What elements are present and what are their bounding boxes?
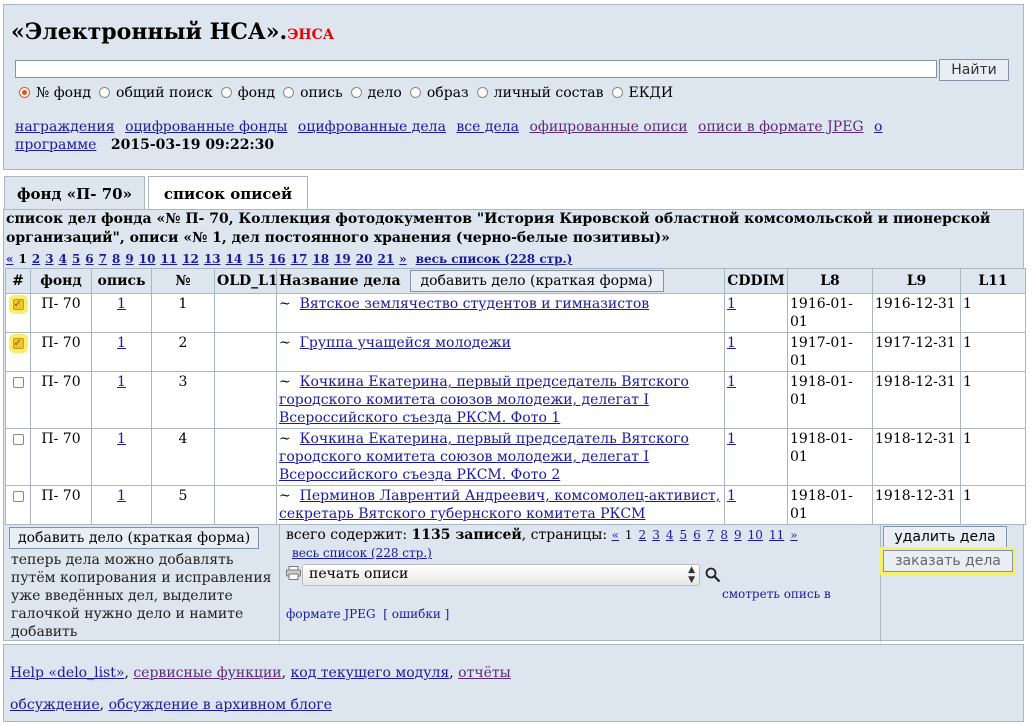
radio-circle[interactable] [351,87,362,98]
opis-link[interactable]: 1 [117,296,126,312]
col-l9: L9 [873,269,961,294]
old-cell [215,486,277,525]
search-mode-radio[interactable] [351,85,402,101]
case-name-cell [277,486,725,525]
radio-label: ЕКДИ [628,85,674,101]
search-mode-radio[interactable] [477,85,604,101]
radio-circle[interactable] [283,87,294,98]
tab-inventory-list[interactable]: список описей [148,176,308,211]
pager-prev[interactable]: « [6,252,14,266]
fond-cell: П- 70 [31,294,92,333]
old-cell [215,333,277,372]
pager-page[interactable]: 6 [85,252,94,266]
pager-page: 1 [624,528,633,542]
tab-fond[interactable]: фонд «П- 70» [4,176,145,210]
search-mode-radio[interactable] [19,85,91,101]
l9-cell: 1918-12-31 [873,486,961,525]
pager-next[interactable]: » [399,252,407,266]
select-arrows-icon: ▲ ▼ [688,565,695,585]
sep: , [124,665,134,681]
footer-row-2 [10,697,332,713]
cddim-link[interactable]: 1 [727,296,736,312]
view-jpeg-line2 [286,600,449,628]
pager-page[interactable]: 19 [334,252,351,266]
pager-page[interactable]: 3 [45,252,54,266]
link-about[interactable]: о программе [15,119,883,153]
row-checkbox[interactable] [13,434,24,445]
all-list-bottom-link[interactable]: весь список (228 стр.) [292,546,432,560]
cddim-cell [725,486,788,525]
pager-page[interactable]: 2 [31,252,41,266]
edit-tilde-icon[interactable]: ~ [279,431,291,447]
select-cell [6,486,31,525]
footer-panel [3,644,1024,722]
total-suffix: , страницы: [521,527,608,543]
table-header-row [6,269,1026,294]
pager-page[interactable]: 5 [71,252,81,266]
case-name-cell [277,294,725,333]
l9-cell: 1918-12-31 [873,429,961,486]
col-old: OLD_L1 [215,269,277,294]
l9-cell: 1916-12-31 [873,294,961,333]
radio-label: фонд [237,85,276,101]
opis-cell [92,486,152,525]
delete-cases-button[interactable]: удалить дела [883,526,1007,548]
fond-cell: П- 70 [31,372,92,429]
edit-tilde-icon[interactable]: ~ [279,488,291,504]
link-inventories-jpeg[interactable]: описи в формате JPEG [698,119,864,135]
select-cell [6,294,31,333]
jpeg-format-link[interactable]: формате JPEG [286,607,376,621]
nav-links [15,118,945,154]
l11-cell: 1 [961,429,1026,486]
pager-page[interactable]: 18 [312,252,330,266]
pager-page[interactable]: 21 [377,252,395,266]
cddim-link[interactable]: 1 [727,335,736,351]
sep: , [449,665,459,681]
pager-page[interactable]: 16 [268,252,286,266]
bottom-left [6,524,278,642]
pager-page[interactable]: 17 [290,252,308,266]
pager-page[interactable]: 15 [247,252,264,266]
main-panel [3,209,1024,641]
pager-page[interactable]: 7 [98,252,108,266]
radio-circle[interactable] [19,87,30,98]
pager-page[interactable]: 14 [225,252,243,266]
sep: , [99,697,109,713]
title-suffix: ЭНСА [287,27,335,43]
search-mode-radio[interactable] [99,85,213,101]
l11-cell: 1 [961,333,1026,372]
view-inventory-jpeg-link[interactable]: смотреть опись в [722,587,831,601]
pager-prev[interactable]: « [611,528,619,542]
pager-page[interactable]: 9 [734,528,742,542]
fond-cell: П- 70 [31,429,92,486]
search-mode-radio[interactable] [410,85,469,101]
case-number: 4 [152,429,215,486]
case-number: 1 [152,294,215,333]
cddim-cell [725,294,788,333]
link-all-cases[interactable]: все дела [456,119,519,135]
search-mode-radio[interactable] [283,85,343,101]
cddim-link[interactable]: 1 [727,488,736,504]
print-select-value: печать описи [309,566,409,582]
table-row [6,372,1026,429]
case-number: 5 [152,486,215,525]
opis-cell [92,429,152,486]
pager-page[interactable]: 7 [706,528,715,542]
row-checkbox[interactable] [13,491,24,502]
l11-cell: 1 [961,486,1026,525]
bottom-right [880,524,1025,642]
radio-circle[interactable] [410,87,421,98]
opis-link[interactable]: 1 [117,374,126,390]
help-link[interactable]: Help «delo_list» [10,665,125,681]
table-row [6,429,1026,486]
col-name-label: Название дела [279,273,401,289]
case-name-cell [277,429,725,486]
search-input[interactable] [15,60,937,78]
col-l8: L8 [788,269,873,294]
datetime: 2015-03-19 09:22:30 [110,137,275,153]
radio-circle[interactable] [99,87,110,98]
row-checkbox[interactable] [13,338,24,349]
old-cell [215,429,277,486]
case-name-cell [277,372,725,429]
pager-page[interactable]: 8 [112,252,121,266]
col-fond: фонд [31,269,92,294]
radio-label: № фонд [36,85,92,101]
case-name-link[interactable]: Перминов Лаврентий Андреевич, комсомолец-активист, секретарь Вятского губернского комитета РКСМ [279,488,721,522]
footer-row-1 [10,665,511,681]
add-hint-text: теперь дела можно добавлять путём копирования и исправления уже введённых дел, выделите галочкой нужно дело и намите добавить [11,552,272,640]
radio-circle[interactable] [612,87,623,98]
old-cell [215,372,277,429]
table-row [6,486,1026,525]
row-checkbox[interactable] [13,377,24,388]
l9-cell: 1917-12-31 [873,333,961,372]
edit-tilde-icon[interactable]: ~ [279,296,291,312]
cddim-link[interactable]: 1 [727,431,736,447]
pager-page: 1 [18,252,27,266]
pager-page[interactable]: 20 [355,252,373,266]
select-cell [6,429,31,486]
search-mode-radios [19,85,681,101]
blog-discussion-link[interactable]: обсуждение в архивном блоге [108,697,332,713]
fund-heading: список дел фонда «№ П- 70, Коллекция фотодокументов "История Кировской областной комсомольской и пионерской организаций", описи «№ 1, дел постоянного хранения (черно-белые позитивы)» [6,211,991,246]
l8-cell: 1917-01-01 [788,333,873,372]
total-count: 1135 записей [411,527,522,543]
cddim-cell [725,372,788,429]
pager-page[interactable]: 11 [768,528,785,542]
col-l11: L11 [961,269,1026,294]
col-opis: опись [92,269,152,294]
pager-page[interactable]: 4 [58,252,67,266]
pager-page[interactable]: 13 [203,252,221,266]
opis-cell [92,333,152,372]
l9-cell: 1918-12-31 [873,372,961,429]
case-name-link[interactable]: Группа учащейся молодежи [299,335,511,351]
pager-page[interactable]: 9 [125,252,134,266]
pager-page[interactable]: 10 [138,252,156,266]
table-row [6,294,1026,333]
pager-top [6,252,577,266]
link-digitized-cases[interactable]: оцифрованные дела [297,119,446,135]
header-panel [3,4,1024,170]
opis-link[interactable]: 1 [117,488,126,504]
all-list-link[interactable]: весь список (228 стр.) [415,252,573,266]
magnifier-icon[interactable] [705,567,721,583]
search-button[interactable]: Найти [939,59,1009,81]
cddim-cell [725,333,788,372]
row-checkbox[interactable] [13,299,24,310]
col-no: № [152,269,215,294]
case-name-cell [277,333,725,372]
discussion-link[interactable]: обсуждение [10,697,100,713]
total-prefix: всего содержит: [286,527,408,543]
radio-label: образ [426,85,469,101]
l11-cell: 1 [961,294,1026,333]
pager-page[interactable]: 4 [665,528,674,542]
opis-cell [92,294,152,333]
service-functions-link[interactable]: сервисные функции [133,665,282,681]
edit-tilde-icon[interactable]: ~ [279,335,291,351]
cddim-link[interactable]: 1 [727,374,736,390]
reports-link[interactable]: отчёты [458,665,511,681]
opis-link[interactable]: 1 [117,431,126,447]
table-row [6,333,1026,372]
search-mode-radio[interactable] [612,85,674,101]
sep: , [281,665,291,681]
col-cddim: CDDIM [725,269,788,294]
order-cases-button[interactable]: заказать дела [883,550,1013,572]
errors-link[interactable]: [ ошибки ] [383,607,450,621]
pager-page[interactable]: 10 [747,528,763,542]
pager-next[interactable]: » [790,528,798,542]
title-text: «Электронный НСА». [11,19,288,45]
pager-page[interactable]: 3 [652,528,660,542]
radio-label: дело [367,85,402,101]
l11-cell: 1 [961,372,1026,429]
l8-cell: 1918-01-01 [788,429,873,486]
radio-circle[interactable] [221,87,232,98]
pager-page[interactable]: 6 [693,528,701,542]
case-name-link[interactable]: Кочкина Екатерина, первый председатель Вятского городского комитета союзов молодежи, делегат I Всероссийского съезда РКСМ. Фото 2 [279,431,689,483]
link-digitized-inventories[interactable]: офицрованные описи [529,119,688,135]
bottom-middle [279,524,881,642]
module-code-link[interactable]: код текущего модуля [290,665,450,681]
opis-link[interactable]: 1 [117,335,126,351]
edit-tilde-icon[interactable]: ~ [279,374,291,390]
fond-cell: П- 70 [31,486,92,525]
col-name [277,269,725,294]
radio-label: личный состав [493,85,604,101]
l8-cell: 1918-01-01 [788,372,873,429]
cases-body [6,294,1026,525]
radio-label: общий поиск [116,85,213,101]
pager-page[interactable]: 12 [182,252,199,266]
pager-page[interactable]: 5 [679,528,688,542]
select-cell [6,372,31,429]
l8-cell: 1918-01-01 [788,486,873,525]
case-name-link[interactable]: Кочкина Екатерина, первый председатель Вятского городского комитета союзов молодежи, делегат I Всероссийского съезда РКСМ. Фото 1 [279,374,689,426]
case-number: 3 [152,372,215,429]
case-number: 2 [152,333,215,372]
print-select[interactable] [302,564,700,586]
old-cell [215,294,277,333]
cddim-cell [725,429,788,486]
add-case-top-button[interactable]: добавить дело (краткая форма) [410,270,664,292]
select-cell [6,333,31,372]
total-line [286,527,804,543]
col-num: # [6,269,31,294]
search-mode-radio[interactable] [221,85,275,101]
cases-table [5,268,1026,525]
radio-circle[interactable] [477,87,488,98]
l8-cell: 1916-01-01 [788,294,873,333]
app-title [11,19,334,45]
pager-bottom [612,527,804,543]
fond-cell: П- 70 [31,333,92,372]
opis-cell [92,372,152,429]
printer-icon[interactable] [286,566,301,580]
radio-label: опись [300,85,343,101]
link-digitized-fonds[interactable]: оцифрованные фонды [125,119,288,135]
case-name-link[interactable]: Вятское землячество студентов и гимназистов [299,296,650,312]
pager-page[interactable]: 11 [160,252,178,266]
pager-page[interactable]: 2 [638,528,647,542]
pager-page[interactable]: 8 [720,528,729,542]
add-case-bottom-button[interactable]: добавить дело (краткая форма) [9,527,259,549]
link-awards[interactable]: награждения [15,119,115,135]
